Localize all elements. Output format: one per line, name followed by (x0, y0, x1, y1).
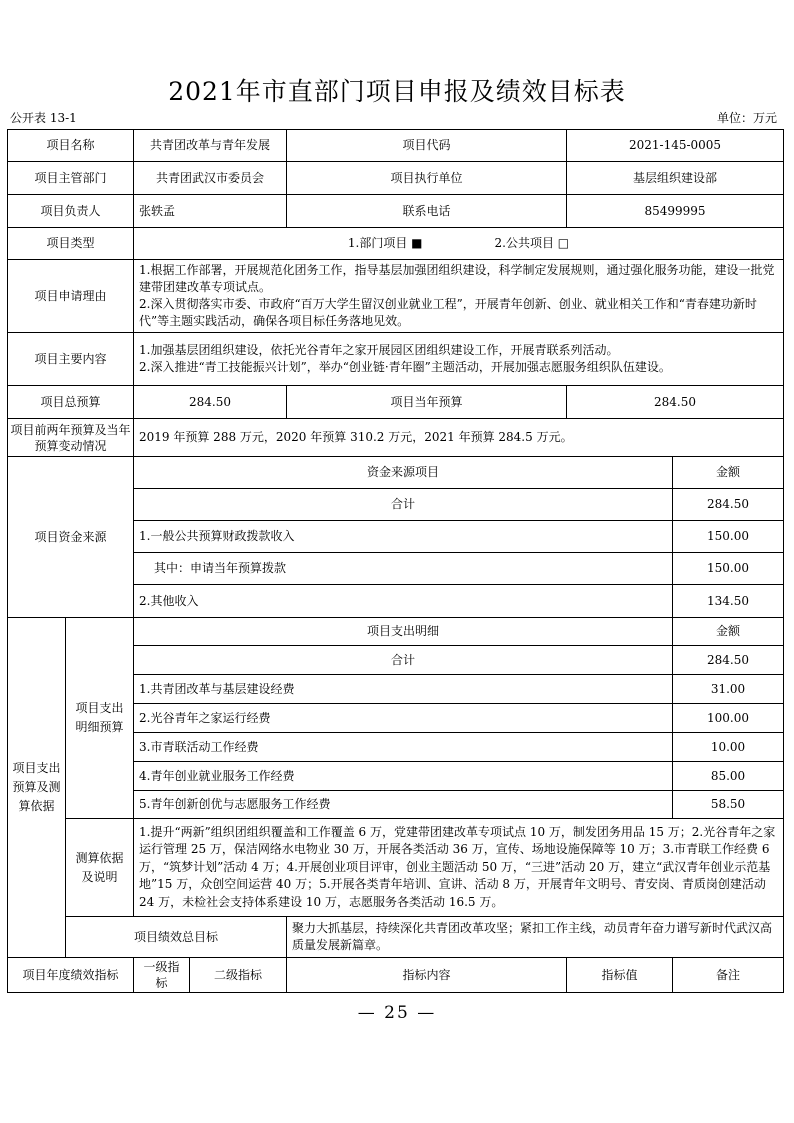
funding-item: 合计 (134, 489, 673, 521)
expense-amount: 31.00 (673, 675, 784, 704)
content-paragraph-2: 2.深入推进“青工技能振兴计划”，举办“创业链·青年圈”主题活动，开展加强志愿服务组织队伍建设。 (139, 360, 671, 374)
expense-item: 1.共青团改革与基层建设经费 (134, 675, 673, 704)
project-name-label: 项目名称 (8, 130, 134, 162)
funding-label: 项目资金来源 (8, 457, 134, 618)
type-value: 1.部门项目 ■ 2.公共项目 □ (134, 228, 784, 260)
row-budget (8, 386, 784, 419)
unit-label: 单位：万元 (716, 111, 777, 125)
funding-item: 2.其他收入 (134, 585, 673, 618)
year-budget-label: 项目当年预算 (287, 386, 567, 419)
row-content (8, 333, 784, 386)
project-name-value: 共青团改革与青年发展 (134, 130, 287, 162)
reason-value (134, 260, 784, 333)
indicator-level1: 一级指标 (134, 958, 190, 992)
expense-amount: 100.00 (673, 704, 784, 733)
reason-label: 项目申请理由 (8, 260, 134, 333)
person-label: 项目负责人 (8, 195, 134, 228)
basis-row (8, 819, 784, 917)
total-budget-value: 284.50 (134, 386, 287, 419)
funding-item: 1.一般公共预算财政拨款收入 (134, 521, 673, 553)
expense-item: 4.青年创业就业服务工作经费 (134, 762, 673, 791)
exec-unit-value: 基层组织建设部 (567, 162, 784, 195)
expense-header-item: 项目支出明细 (134, 618, 673, 646)
expense-detail-label: 项目支出明细预算 (66, 618, 134, 819)
project-code-value: 2021-145-0005 (567, 130, 784, 162)
indicator-content: 指标内容 (287, 958, 567, 993)
row-goal (8, 917, 784, 958)
expense-item: 3.市青联活动工作经费 (134, 733, 673, 762)
content-label: 项目主要内容 (8, 333, 134, 386)
expense-item: 合计 (134, 646, 673, 675)
reason-paragraph-2: 2.深入贯彻落实市委、市政府“百万大学生留汉创业就业工程”，开展青年创新、创业、就业相关工作和“青春建功新时代”等主题实践活动，确保各项目标任务落地见效。 (139, 297, 757, 328)
row-reason (8, 260, 784, 333)
goal-label: 项目绩效总目标 (66, 917, 287, 958)
funding-amount: 150.00 (673, 521, 784, 553)
expense-item: 5.青年创新创优与志愿服务工作经费 (134, 791, 673, 819)
row-department (8, 162, 784, 195)
content-value (134, 333, 784, 386)
indicator-level-cells (134, 958, 286, 992)
budget-change-label: 项目前两年预算及当年预算变动情况 (8, 419, 134, 457)
phone-label: 联系电话 (287, 195, 567, 228)
page-title: 2021年市直部门项目申报及绩效目标表 (168, 77, 626, 106)
row-type (8, 228, 784, 260)
project-code-label: 项目代码 (287, 130, 567, 162)
expense-amount: 85.00 (673, 762, 784, 791)
exec-unit-label: 项目执行单位 (287, 162, 567, 195)
expense-label: 项目支出预算及测算依据 (8, 618, 66, 958)
expense-amount: 284.50 (673, 646, 784, 675)
form-code: 公开表 13-1 (10, 111, 77, 125)
row-indicator-header (8, 958, 784, 993)
funding-header-amount: 金额 (673, 457, 784, 489)
indicator-level2: 二级指标 (214, 967, 263, 982)
row-project-name (8, 130, 784, 162)
expense-header-row (8, 618, 784, 646)
funding-amount: 284.50 (673, 489, 784, 521)
year-budget-value: 284.50 (567, 386, 784, 419)
funding-amount: 150.00 (673, 553, 784, 585)
expense-amount: 10.00 (673, 733, 784, 762)
goal-value: 聚力大抓基层，持续深化共青团改革攻坚；紧扣工作主线，动员青年奋力谱写新时代武汉高质量发展新篇章。 (287, 917, 784, 958)
total-budget-label: 项目总预算 (8, 386, 134, 419)
funding-header-row (8, 457, 784, 489)
project-form-table (7, 129, 784, 993)
funding-amount: 134.50 (673, 585, 784, 618)
dept-value: 共青团武汉市委员会 (134, 162, 287, 195)
indicator-label: 项目年度绩效指标 (8, 958, 134, 993)
row-person (8, 195, 784, 228)
expense-header-amount: 金额 (673, 618, 784, 646)
funding-item: 其中：申请当年预算拨款 (134, 553, 673, 585)
basis-value: 1.提升“两新”组织团组织覆盖和工作覆盖 6 万，党建带团建改革专项试点 10 万，制发团务用品 15 万；2.光谷青年之家运行管理 25 万，保洁网络水电物业 30 万，开展各类活动 36 万，宣传、场地设施保障等 10 万；3.市青联工作经费 6 万，“筑梦计划”活动 4 万；4.开展创业项目评审，创业主题活动 50 万，“三进”活动 20 万，建立“武汉青年创业示范基地”15 万，众创空间运营 40 万；5.开展各类青年培训、宣讲、活动 8 万，开展青年文明号、青安岗、青质岗创建活动 24 万，未检社会支持体系建设 10 万，志愿服务各类活动 16.5 万。 (134, 819, 784, 917)
row-budget-change (8, 419, 784, 457)
reason-paragraph-1: 1.根据工作部署，开展规范化团务工作，指导基层加强团组织建设，科学制定发展规则，通过强化服务功能，建设一批党建带团建改革专项试点。 (139, 263, 775, 294)
indicator-levels (134, 958, 287, 993)
expense-amount: 58.50 (673, 791, 784, 819)
indicator-value: 指标值 (567, 958, 673, 993)
budget-change-value: 2019 年预算 288 万元，2020 年预算 310.2 万元，2021 年预算 284.5 万元。 (134, 419, 784, 457)
content-paragraph-1: 1.加强基层团组织建设，依托光谷青年之家开展园区团组织建设工作，开展青联系列活动。 (139, 343, 619, 357)
indicator-remark: 备注 (673, 958, 784, 993)
dept-label: 项目主管部门 (8, 162, 134, 195)
page-number: — 25 — (357, 1003, 437, 1023)
phone-value: 85499995 (567, 195, 784, 228)
funding-header-item: 资金来源项目 (134, 457, 673, 489)
expense-item: 2.光谷青年之家运行经费 (134, 704, 673, 733)
type-label: 项目类型 (8, 228, 134, 260)
basis-label: 测算依据及说明 (66, 819, 134, 917)
person-value: 张轶孟 (134, 195, 287, 228)
